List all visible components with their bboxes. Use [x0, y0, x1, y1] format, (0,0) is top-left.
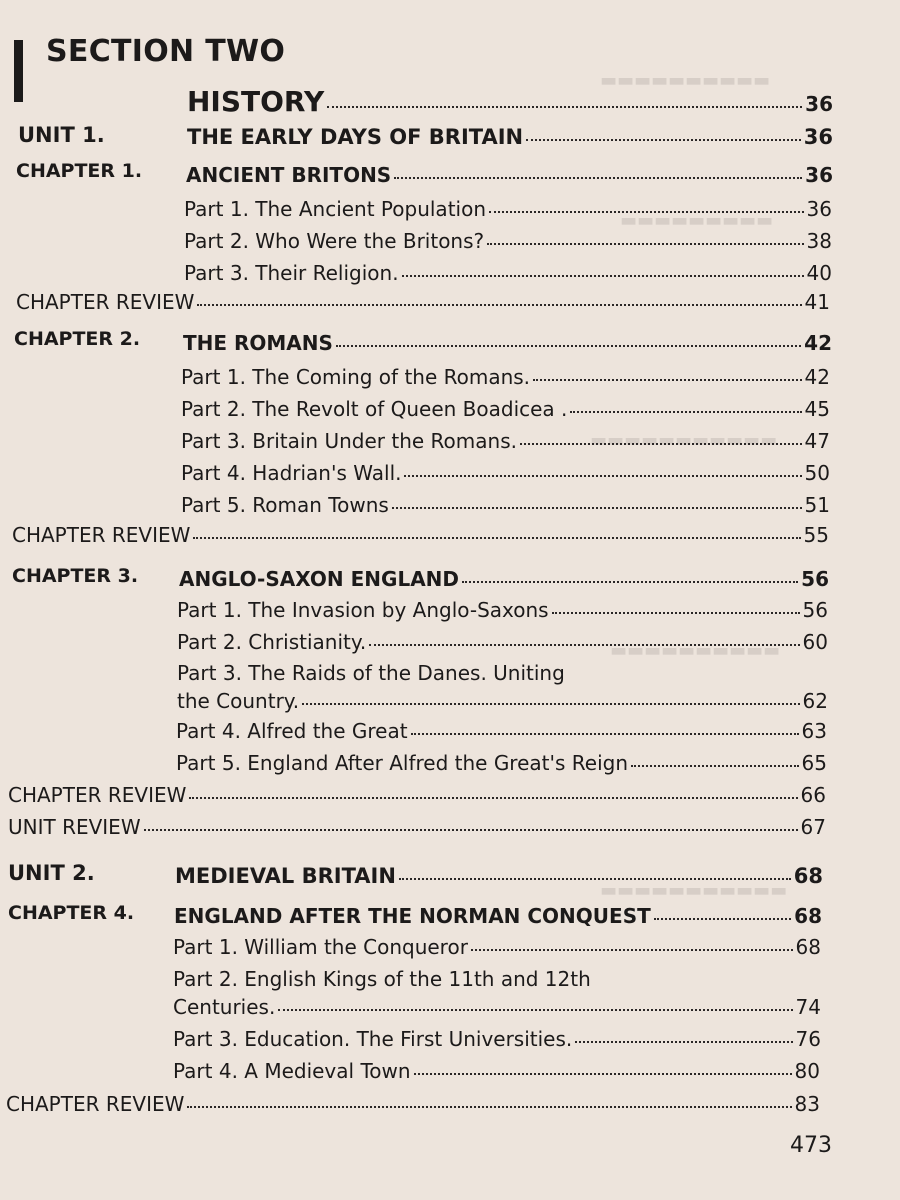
unit-number: UNIT 2.	[8, 861, 95, 885]
leader-dots	[392, 505, 802, 509]
entry-label: CHAPTER REVIEW	[12, 523, 191, 547]
entry-label: CHAPTER REVIEW	[16, 290, 195, 314]
entry-label: Part 1. William the Conqueror	[173, 935, 468, 959]
entry-page: 63	[801, 719, 827, 743]
leader-dots	[189, 795, 797, 799]
toc-entry-unit-review[interactable]	[8, 815, 826, 839]
entry-label: the Country.	[177, 689, 300, 713]
toc-entry-part[interactable]	[177, 689, 828, 713]
entry-page: 38	[806, 229, 832, 253]
toc-entry-chapter-3[interactable]	[179, 567, 829, 591]
leader-dots	[193, 535, 800, 539]
entry-label: Part 1. The Ancient Population	[184, 197, 487, 221]
entry-page: 67	[800, 815, 826, 839]
leader-dots	[302, 701, 799, 705]
toc-entry-part[interactable]	[176, 751, 827, 775]
toc-entry-unit-2[interactable]	[175, 864, 823, 888]
toc-entry-part[interactable]	[184, 197, 832, 221]
toc-entry-part[interactable]	[181, 365, 830, 389]
leader-dots	[631, 763, 799, 767]
chapter-number: CHAPTER 4.	[8, 902, 135, 924]
leader-dots	[144, 827, 798, 831]
entry-page: 36	[805, 92, 833, 116]
leader-dots	[526, 137, 801, 141]
leader-dots	[462, 579, 798, 583]
entry-page: 36	[803, 125, 833, 149]
leader-dots	[414, 1071, 792, 1075]
toc-entry-unit-1[interactable]	[187, 125, 833, 149]
entry-label: Part 2. Who Were the Britons?	[184, 229, 485, 253]
entry-label: Part 4. Alfred the Great	[176, 719, 408, 743]
entry-page: 68	[794, 904, 822, 928]
entry-page: 51	[804, 493, 830, 517]
toc-entry-part[interactable]	[181, 461, 830, 485]
chapter-number: CHAPTER 1.	[16, 160, 143, 182]
entry-page: 42	[804, 331, 832, 355]
leader-dots	[404, 473, 801, 477]
toc-entry-chapter-2[interactable]	[183, 331, 832, 355]
entry-page: 66	[800, 783, 826, 807]
leader-dots	[187, 1104, 791, 1108]
toc-entry-part[interactable]	[176, 719, 827, 743]
entry-label: ANGLO-SAXON ENGLAND	[179, 567, 460, 591]
entry-page: 45	[804, 397, 830, 421]
toc-entry-part[interactable]	[181, 493, 830, 517]
entry-page: 36	[806, 197, 832, 221]
leader-dots	[394, 175, 802, 179]
bleed-through-text: ▬▬▬▬▬▬▬▬▬▬	[610, 640, 781, 661]
entry-label: Part 5. Roman Towns	[181, 493, 389, 517]
entry-page: 76	[795, 1027, 821, 1051]
leader-dots	[487, 241, 803, 245]
entry-label: ANCIENT BRITONS	[186, 163, 392, 187]
leader-dots	[197, 302, 801, 306]
leader-dots	[552, 610, 800, 614]
leader-dots	[327, 104, 802, 108]
entry-label: Part 4. A Medieval Town	[173, 1059, 411, 1083]
entry-page: 42	[804, 365, 830, 389]
toc-entry-part[interactable]	[181, 397, 830, 421]
entry-label: Part 5. England After Alfred the Great's Reign	[176, 751, 629, 775]
toc-entry-history[interactable]	[187, 86, 833, 120]
toc-entry-part[interactable]	[177, 630, 828, 654]
bleed-through-text: ▬▬▬▬▬▬▬▬▬▬▬	[600, 880, 788, 901]
entry-page: 83	[794, 1092, 820, 1116]
section-title: SECTION TWO	[46, 34, 286, 69]
toc-entry-chapter-review[interactable]	[8, 783, 826, 807]
leader-dots	[336, 343, 801, 347]
entry-label: CHAPTER REVIEW	[6, 1092, 185, 1116]
entry-page: 65	[801, 751, 827, 775]
entry-label: Part 2. The Revolt of Queen Boadicea .	[181, 397, 568, 421]
entry-label: Part 2. Christianity.	[177, 630, 367, 654]
entry-label: Part 3. Education. The First Universities.	[173, 1027, 573, 1051]
leader-dots	[399, 876, 791, 880]
entry-label: Part 4. Hadrian's Wall.	[181, 461, 402, 485]
entry-page: 50	[804, 461, 830, 485]
leader-dots	[489, 209, 804, 213]
toc-entry-part[interactable]	[173, 995, 821, 1019]
entry-page: 68	[795, 935, 821, 959]
leader-dots	[402, 273, 804, 277]
bleed-through-text: ▬▬▬▬▬▬▬▬▬▬	[600, 70, 771, 91]
entry-label: Part 1. The Invasion by Anglo-Saxons	[177, 598, 549, 622]
toc-entry-part[interactable]	[177, 598, 828, 622]
entry-label-line1: Part 2. English Kings of the 11th and 12th	[173, 967, 591, 991]
entry-label: HISTORY	[187, 85, 325, 118]
toc-entry-chapter-review[interactable]	[6, 1092, 820, 1116]
chapter-number: CHAPTER 3.	[12, 565, 139, 587]
leader-dots	[411, 731, 799, 735]
unit-number: UNIT 1.	[18, 123, 105, 147]
entry-label: Part 1. The Coming of the Romans.	[181, 365, 531, 389]
toc-entry-part[interactable]	[173, 1027, 821, 1051]
entry-page: 60	[802, 630, 828, 654]
toc-entry-part[interactable]	[181, 429, 830, 453]
leader-dots	[520, 441, 802, 445]
toc-entry-part[interactable]	[173, 1059, 820, 1083]
entry-label: THE EARLY DAYS OF BRITAIN	[187, 125, 524, 149]
toc-entry-chapter-1[interactable]	[186, 163, 833, 187]
leader-dots	[533, 377, 802, 381]
chapter-number: CHAPTER 2.	[14, 328, 141, 350]
bleed-through-text: ▬▬▬▬▬▬▬▬▬	[620, 210, 774, 231]
entry-label: Centuries.	[173, 995, 276, 1019]
toc-entry-part[interactable]	[173, 935, 821, 959]
entry-label: UNIT REVIEW	[8, 815, 141, 839]
toc-entry-part[interactable]	[184, 261, 832, 285]
entry-label: ENGLAND AFTER THE NORMAN CONQUEST	[174, 904, 651, 928]
entry-label: THE ROMANS	[183, 331, 333, 355]
toc-entry-chapter-4[interactable]	[174, 904, 822, 928]
entry-label: CHAPTER REVIEW	[8, 783, 187, 807]
leader-dots	[570, 409, 801, 413]
entry-page: 40	[806, 261, 832, 285]
entry-label: Part 3. Their Religion.	[184, 261, 399, 285]
page-number: 473	[790, 1133, 832, 1158]
entry-label-line1: Part 3. The Raids of the Danes. Uniting	[177, 661, 565, 685]
entry-label: Part 3. Britain Under the Romans.	[181, 429, 517, 453]
entry-page: 68	[793, 864, 823, 888]
entry-page: 55	[803, 523, 829, 547]
entry-label: MEDIEVAL BRITAIN	[175, 864, 396, 888]
toc-entry-part[interactable]	[184, 229, 832, 253]
leader-dots	[654, 916, 791, 920]
leader-dots	[471, 947, 793, 951]
entry-page: 41	[804, 290, 830, 314]
leader-dots	[369, 642, 799, 646]
toc-entry-chapter-review[interactable]	[12, 523, 829, 547]
entry-page: 74	[795, 995, 821, 1019]
entry-page: 56	[801, 567, 829, 591]
leader-dots	[278, 1007, 792, 1011]
entry-page: 56	[802, 598, 828, 622]
entry-page: 62	[802, 689, 828, 713]
leader-dots	[575, 1039, 792, 1043]
entry-page: 36	[805, 163, 833, 187]
bleed-through-text: ▬▬▬▬▬▬▬▬▬▬▬	[590, 430, 778, 451]
entry-page: 80	[794, 1059, 820, 1083]
section-marker-bar	[14, 40, 23, 102]
entry-page: 47	[804, 429, 830, 453]
toc-entry-chapter-review[interactable]	[16, 290, 830, 314]
